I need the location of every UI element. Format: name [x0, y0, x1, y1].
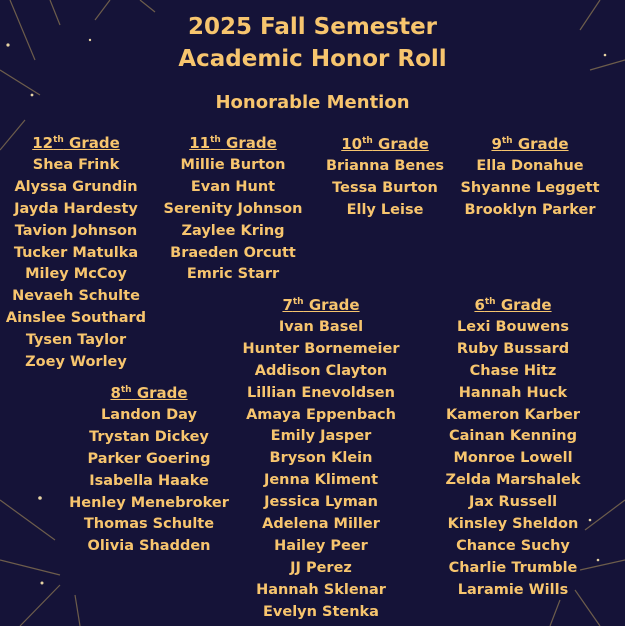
student-name: Alyssa Grundin [14, 178, 138, 195]
grade-7-column [241, 295, 401, 624]
page-title-line-2: Academic Honor Roll [178, 46, 447, 72]
student-name: Hunter Bornemeier [242, 340, 400, 357]
student-name: Zoey Worley [25, 354, 127, 371]
grade-heading [153, 133, 313, 155]
grade-ordinal-suffix: th [292, 297, 304, 307]
student-name: Ainslee Southard [5, 310, 147, 327]
grade-word: Grade [131, 384, 188, 402]
student-name: Brooklyn Parker [464, 201, 596, 218]
grade-word: Grade [512, 135, 569, 153]
student-name: Tucker Matulka [13, 244, 139, 261]
grade-6-column [433, 295, 593, 602]
student-name: Jenna Kliment [263, 472, 379, 489]
student-name: Tavion Johnson [14, 222, 138, 239]
grade-11-column [153, 133, 313, 286]
student-name: Charlie Trumble [448, 559, 578, 576]
student-name: Hailey Peer [274, 537, 368, 554]
student-name: Miley McCoy [25, 266, 127, 283]
grade-word: Grade [63, 134, 120, 152]
student-name: Nevaeh Schulte [12, 288, 140, 305]
student-name: Chance Suchy [456, 537, 570, 554]
student-name: Bryson Klein [269, 450, 373, 467]
student-name: Addison Clayton [254, 362, 388, 379]
grade-number: 8 [110, 384, 121, 402]
student-name: Laramie Wills [457, 581, 569, 598]
grade-10-column [305, 134, 465, 222]
student-name: Kinsley Sheldon [447, 516, 579, 533]
student-name: Monroe Lowell [453, 450, 573, 467]
student-name: Emily Jasper [270, 428, 372, 445]
grade-number: 9 [491, 135, 502, 153]
student-name: Adelena Miller [262, 516, 380, 533]
student-name: Jax Russell [468, 494, 558, 511]
student-name: Chase Hitz [469, 362, 557, 379]
student-name: Evelyn Stenka [263, 603, 379, 620]
student-name: Thomas Schulte [83, 516, 215, 533]
student-name: Ruby Bussard [456, 340, 570, 357]
grade-number: 7 [282, 296, 293, 314]
grade-number: 6 [474, 296, 485, 314]
student-name: Evan Hunt [190, 178, 276, 195]
grade-word: Grade [372, 135, 429, 153]
page-title: 2025 Fall Semester [187, 14, 438, 40]
student-name: Hannah Sklenar [256, 581, 386, 598]
grade-number: 10 [341, 135, 363, 153]
student-name: Millie Burton [180, 156, 286, 173]
student-name: Isabella Haake [89, 472, 209, 489]
grade-ordinal-suffix: th [53, 135, 64, 145]
student-name: Serenity Johnson [163, 200, 303, 217]
student-name: Hannah Huck [458, 384, 568, 401]
student-name: Shyanne Leggett [460, 179, 600, 196]
student-name: Lexi Bouwens [457, 318, 569, 335]
grade-word: Grade [303, 296, 360, 314]
student-name: Ella Donahue [476, 157, 584, 174]
student-name: Ivan Basel [278, 318, 364, 335]
student-name: Kameron Karber [446, 406, 580, 423]
grade-heading [69, 383, 229, 405]
student-name: Tysen Taylor [25, 332, 127, 349]
student-name: Zelda Marshalek [445, 472, 581, 489]
student-name: Zaylee Kring [181, 222, 285, 239]
student-name: JJ Perez [290, 559, 352, 576]
student-name: Parker Goering [87, 450, 211, 467]
student-name: Braeden Orcutt [170, 244, 296, 261]
grade-heading [433, 295, 593, 317]
grade-ordinal-suffix: th [210, 135, 221, 145]
student-name: Olivia Shadden [87, 538, 211, 555]
student-name: Cainan Kenning [448, 428, 577, 445]
grade-heading [450, 134, 610, 156]
student-name: Tessa Burton [332, 179, 438, 196]
section-subtitle: Honorable Mention [215, 92, 410, 113]
grade-ordinal-suffix: th [484, 297, 496, 307]
grade-heading [241, 295, 401, 317]
grade-number: 12 [32, 134, 54, 152]
student-name: Emric Starr [186, 266, 280, 283]
grade-word: Grade [220, 134, 277, 152]
grade-number: 11 [189, 134, 211, 152]
grade-12-column [0, 133, 156, 374]
grade-word: Grade [495, 296, 552, 314]
grade-9-column [450, 134, 610, 222]
grade-ordinal-suffix: th [362, 136, 373, 146]
grade-8-column [69, 383, 229, 558]
student-name: Amaya Eppenbach [246, 406, 396, 423]
student-name: Jayda Hardesty [14, 200, 138, 217]
student-name: Lillian Enevoldsen [247, 384, 395, 401]
student-name: Trystan Dickey [89, 428, 209, 445]
grade-ordinal-suffix: th [501, 136, 513, 146]
student-name: Henley Menebroker [69, 494, 229, 511]
grade-heading [305, 134, 465, 156]
student-name: Brianna Benes [325, 157, 445, 174]
student-name: Elly Leise [346, 201, 424, 218]
student-name: Jessica Lyman [264, 494, 378, 511]
student-name: Shea Frink [32, 156, 120, 173]
grade-ordinal-suffix: th [120, 385, 132, 395]
student-name: Landon Day [101, 406, 197, 423]
grade-heading [0, 133, 156, 155]
